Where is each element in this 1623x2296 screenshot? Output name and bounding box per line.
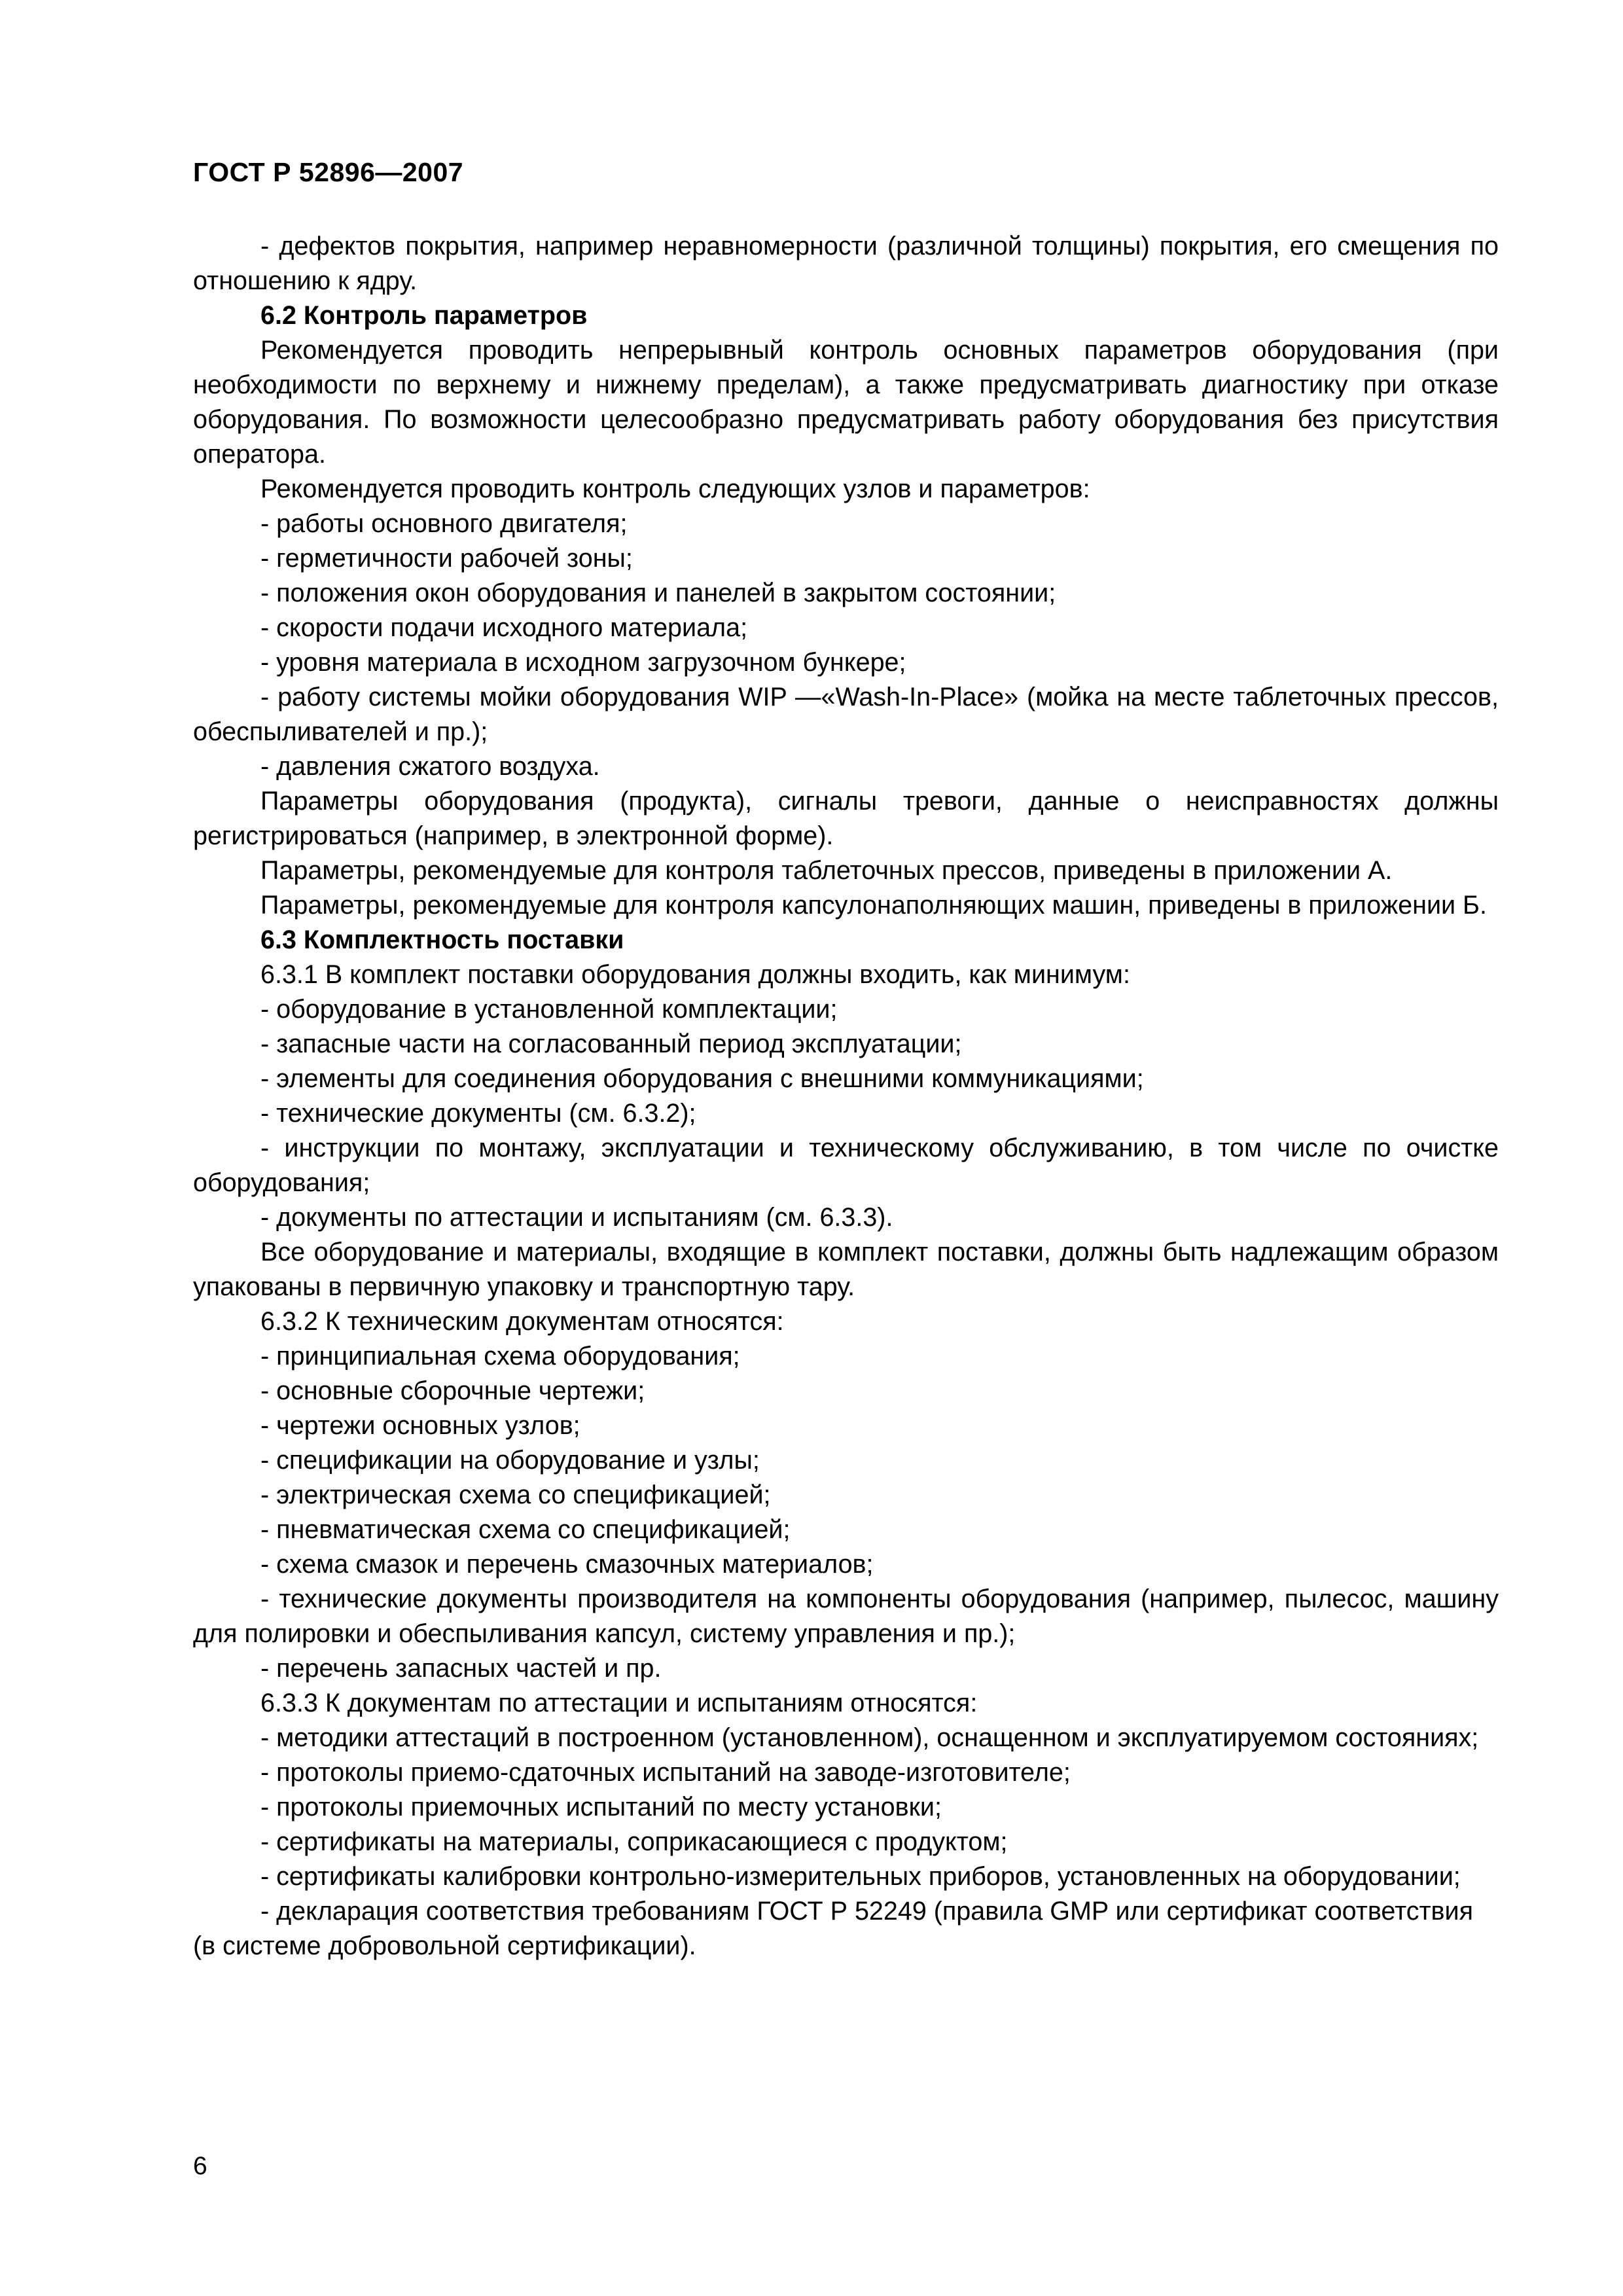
list-item: - чертежи основных узлов; [260, 1411, 580, 1440]
list-item: - протоколы приемочных испытаний по месту установки; [260, 1793, 942, 1821]
paragraph: Все оборудование и материалы, входящие в комплект поставки, должны быть надлежащим образом упакованы в первичную упаковку и транспортную тару. [193, 1238, 1499, 1301]
list-item: - сертификаты на материалы, соприкасающиеся с продуктом; [260, 1827, 1008, 1856]
paragraph: Параметры, рекомендуемые для контроля капсулонаполняющих машин, приведены в приложении Б. [260, 891, 1487, 920]
list-item: - оборудование в установленной комплектации; [260, 995, 838, 1024]
list-item: - уровня материала в исходном загрузочном бункере; [260, 648, 906, 677]
list-item: - герметичности рабочей зоны; [260, 544, 633, 573]
paragraph: 6.3.3 К документам по аттестации и испытаниям относятся: [260, 1689, 978, 1717]
paragraph: Рекомендуется проводить контроль следующих узлов и параметров: [260, 475, 1090, 503]
list-item: - принципиальная схема оборудования; [260, 1342, 740, 1371]
paragraph: Рекомендуется проводить непрерывный контроль основных параметров оборудования (при необходимости по верхнему и нижнему пределам), а также предусматривать диагностику при отказе оборудования. По возможности целесообразно предусматривать работу оборудования без присутствия оператора. [193, 336, 1499, 469]
list-item: - протоколы приемо-сдаточных испытаний на заводе-изготовителе; [260, 1758, 1071, 1787]
list-item: - технические документы (см. 6.3.2); [260, 1099, 696, 1128]
list-item: - давления сжатого воздуха. [260, 752, 600, 781]
list-item: - положения окон оборудования и панелей в закрытом состоянии; [260, 579, 1056, 607]
list-item: - дефектов покрытия, например неравномерности (различной толщины) покрытия, его смещения по отношению к ядру. [193, 232, 1499, 295]
page-number: 6 [193, 2152, 207, 2180]
standard-id: ГОСТ Р 52896—2007 [193, 157, 464, 187]
paragraph: 6.3.1 В комплект поставки оборудования должны входить, как минимум: [260, 960, 1130, 989]
list-item: - спецификации на оборудование и узлы; [260, 1446, 760, 1475]
list-item: - работы основного двигателя; [260, 509, 628, 538]
list-item: - сертификаты калибровки контрольно-измерительных приборов, установленных на оборудовании; [260, 1862, 1461, 1891]
section-heading: 6.3 Комплектность поставки [260, 925, 624, 954]
list-item: - технические документы производителя на компоненты оборудования (например, пылесос, машину для полировки и обеспыливания капсул, систему управления и пр.); [193, 1585, 1499, 1648]
list-item: - элементы для соединения оборудования с внешними коммуникациями; [260, 1064, 1144, 1093]
paragraph: 6.3.2 К техническим документам относятся: [260, 1307, 784, 1336]
list-item: - инструкции по монтажу, эксплуатации и техническому обслуживанию, в том числе по очистке оборудования; [193, 1134, 1499, 1197]
list-item: - работу системы мойки оборудования WIP —«Wash-In-Place» (мойка на месте таблеточных прессов, обеспыливателей и пр.); [193, 683, 1499, 746]
list-item: - электрическая схема со спецификацией; [260, 1480, 771, 1509]
paragraph: Параметры оборудования (продукта), сигналы тревоги, данные о неисправностях должны регистрироваться (например, в электронной форме). [193, 787, 1499, 850]
document-body [193, 229, 1499, 1964]
section-heading: 6.2 Контроль параметров [260, 301, 588, 330]
list-item: - запасные части на согласованный период эксплуатации; [260, 1030, 962, 1058]
paragraph: Параметры, рекомендуемые для контроля таблеточных прессов, приведены в приложении А. [260, 856, 1393, 885]
list-item: - скорости подачи исходного материала; [260, 613, 748, 642]
list-item: - схема смазок и перечень смазочных материалов; [260, 1550, 874, 1579]
list-item: - перечень запасных частей и пр. [260, 1654, 662, 1683]
list-item: - основные сборочные чертежи; [260, 1376, 645, 1405]
list-item: - декларация соответствия требованиям ГОСТ Р 52249 (правила GMP или сертификат соответствия (в системе добровольной сертификации). [193, 1897, 1473, 1960]
list-item: - пневматическая схема со спецификацией; [260, 1515, 791, 1544]
list-item: - документы по аттестации и испытаниям (см. 6.3.3). [260, 1203, 893, 1232]
list-item: - методики аттестаций в построенном (установленном), оснащенном и эксплуатируемом состояниях; [260, 1723, 1479, 1752]
